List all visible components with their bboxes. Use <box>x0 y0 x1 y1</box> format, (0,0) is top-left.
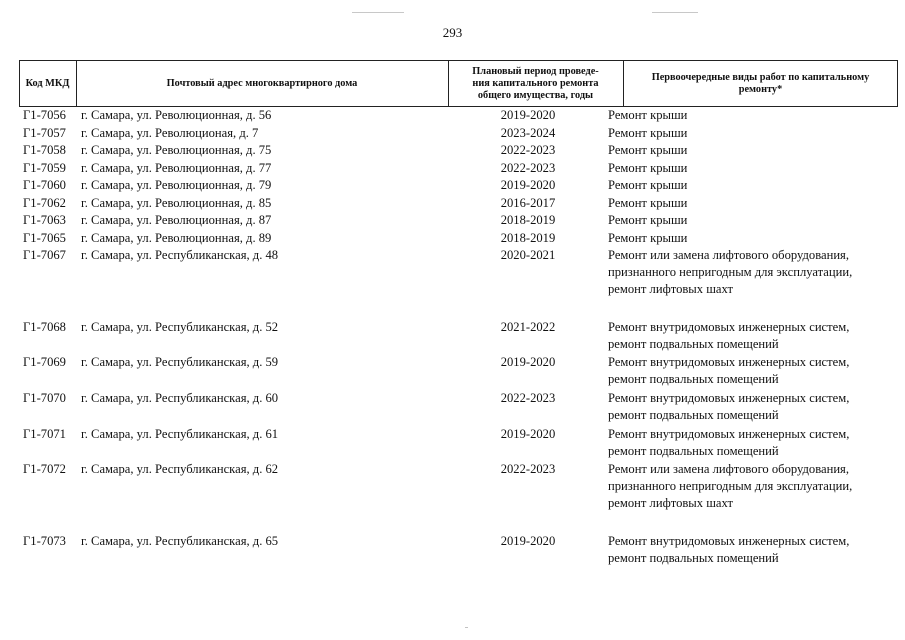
row-period: 2019-2020 <box>500 427 556 441</box>
row-code: Г1-7070 <box>23 391 66 405</box>
table-header <box>19 60 898 107</box>
column-divider <box>623 60 624 107</box>
work-line: Ремонт крыши <box>608 213 688 227</box>
work-line: Ремонт крыши <box>608 231 688 245</box>
row-period: 2020-2021 <box>500 248 556 262</box>
row-code: Г1-7073 <box>23 534 66 548</box>
row-works <box>608 125 898 142</box>
row-address: г. Самара, ул. Республиканская, д. 48 <box>81 248 279 262</box>
work-line: Ремонт крыши <box>608 161 688 175</box>
row-works <box>608 160 898 177</box>
row-works <box>608 212 898 229</box>
row-address: г. Самара, ул. Революционная, д. 77 <box>81 161 272 175</box>
row-code: Г1-7069 <box>23 355 66 369</box>
work-line: Ремонт внутридомовых инженерных систем, <box>608 391 850 405</box>
work-line: Ремонт крыши <box>608 196 688 210</box>
row-period: 2019-2020 <box>500 355 556 369</box>
column-divider <box>897 60 898 107</box>
row-address: г. Самара, ул. Революционная, д. 75 <box>81 143 272 157</box>
row-address: г. Самара, ул. Республиканская, д. 52 <box>81 320 279 334</box>
row-code: Г1-7056 <box>23 108 66 122</box>
row-period: 2022-2023 <box>500 161 556 175</box>
work-line: Ремонт или замена лифтового оборудования, <box>608 462 850 476</box>
row-code: Г1-7058 <box>23 143 66 157</box>
work-line: ремонт лифтовых шахт <box>608 282 733 296</box>
row-works <box>608 426 898 460</box>
row-period: 2019-2020 <box>500 178 556 192</box>
row-address: г. Самара, ул. Республиканская, д. 62 <box>81 462 279 476</box>
work-line: ремонт подвальных помещений <box>608 551 779 565</box>
row-code: Г1-7057 <box>23 126 66 140</box>
header-period-line: ния капитального ремонта <box>472 77 599 89</box>
column-divider <box>448 60 449 107</box>
header-works <box>623 61 898 106</box>
row-works <box>608 195 898 212</box>
row-works <box>608 533 898 567</box>
header-works-line: Первоочередные виды работ по капитальному <box>651 71 870 83</box>
row-address: г. Самара, ул. Революционная, д. 85 <box>81 196 272 210</box>
row-period: 2021-2022 <box>500 320 556 334</box>
row-works <box>608 107 898 124</box>
row-address: г. Самара, ул. Республиканская, д. 61 <box>81 427 279 441</box>
row-code: Г1-7072 <box>23 462 66 476</box>
work-line: ремонт подвальных помещений <box>608 408 779 422</box>
row-code: Г1-7063 <box>23 213 66 227</box>
header-address: Почтовый адрес многоквартирного дома <box>166 77 358 89</box>
row-code: Г1-7062 <box>23 196 66 210</box>
row-address: г. Самара, ул. Республиканская, д. 65 <box>81 534 279 548</box>
row-code: Г1-7067 <box>23 248 66 262</box>
work-line: Ремонт внутридомовых инженерных систем, <box>608 534 850 548</box>
row-address: г. Самара, ул. Революционная, д. 79 <box>81 178 272 192</box>
header-period-line: Плановый период проведе- <box>472 65 599 77</box>
row-works <box>608 319 898 353</box>
row-period: 2022-2023 <box>500 462 556 476</box>
row-period: 2019-2020 <box>500 108 556 122</box>
work-line: ремонт подвальных помещений <box>608 444 779 458</box>
row-period: 2023-2024 <box>500 126 556 140</box>
row-code: Г1-7060 <box>23 178 66 192</box>
row-address: г. Самара, ул. Революционная, д. 56 <box>81 108 272 122</box>
row-works <box>608 461 898 512</box>
column-divider <box>76 60 77 107</box>
work-line: Ремонт крыши <box>608 108 688 122</box>
work-line: ремонт подвальных помещений <box>608 372 779 386</box>
work-line: Ремонт крыши <box>608 126 688 140</box>
row-works <box>608 230 898 247</box>
row-period: 2016-2017 <box>500 196 556 210</box>
work-line: Ремонт внутридомовых инженерных систем, <box>608 355 850 369</box>
work-line: Ремонт или замена лифтового оборудования, <box>608 248 850 262</box>
work-line: ремонт подвальных помещений <box>608 337 779 351</box>
row-address: г. Самара, ул. Революционая, д. 7 <box>81 126 259 140</box>
row-address: г. Самара, ул. Республиканская, д. 60 <box>81 391 279 405</box>
row-period: 2018-2019 <box>500 231 556 245</box>
scan-artifact-line <box>352 12 404 13</box>
header-code: Код МКД <box>25 77 70 89</box>
row-works <box>608 390 898 424</box>
header-period-line: общего имущества, годы <box>477 89 594 101</box>
work-line: Ремонт внутридомовых инженерных систем, <box>608 320 850 334</box>
header-period <box>448 61 623 106</box>
work-line: Ремонт крыши <box>608 143 688 157</box>
row-code: Г1-7071 <box>23 427 66 441</box>
row-address: г. Самара, ул. Революционная, д. 87 <box>81 213 272 227</box>
row-works <box>608 247 898 298</box>
work-line: признанного непригодным для эксплуатации, <box>608 265 853 279</box>
row-period: 2019-2020 <box>500 534 556 548</box>
row-works <box>608 142 898 159</box>
header-works-line: ремонту* <box>738 83 783 95</box>
row-code: Г1-7068 <box>23 320 66 334</box>
row-period: 2022-2023 <box>500 143 556 157</box>
scan-artifact-dot <box>465 627 468 628</box>
work-line: ремонт лифтовых шахт <box>608 496 733 510</box>
row-code: Г1-7059 <box>23 161 66 175</box>
row-period: 2022-2023 <box>500 391 556 405</box>
work-line: Ремонт крыши <box>608 178 688 192</box>
row-address: г. Самара, ул. Революционная, д. 89 <box>81 231 272 245</box>
row-works <box>608 177 898 194</box>
work-line: Ремонт внутридомовых инженерных систем, <box>608 427 850 441</box>
row-period: 2018-2019 <box>500 213 556 227</box>
column-divider <box>19 60 20 107</box>
work-line: признанного непригодным для эксплуатации, <box>608 479 853 493</box>
row-code: Г1-7065 <box>23 231 66 245</box>
scan-artifact-line <box>652 12 698 13</box>
page-number: 293 <box>442 25 463 40</box>
row-works <box>608 354 898 388</box>
row-address: г. Самара, ул. Республиканская, д. 59 <box>81 355 279 369</box>
